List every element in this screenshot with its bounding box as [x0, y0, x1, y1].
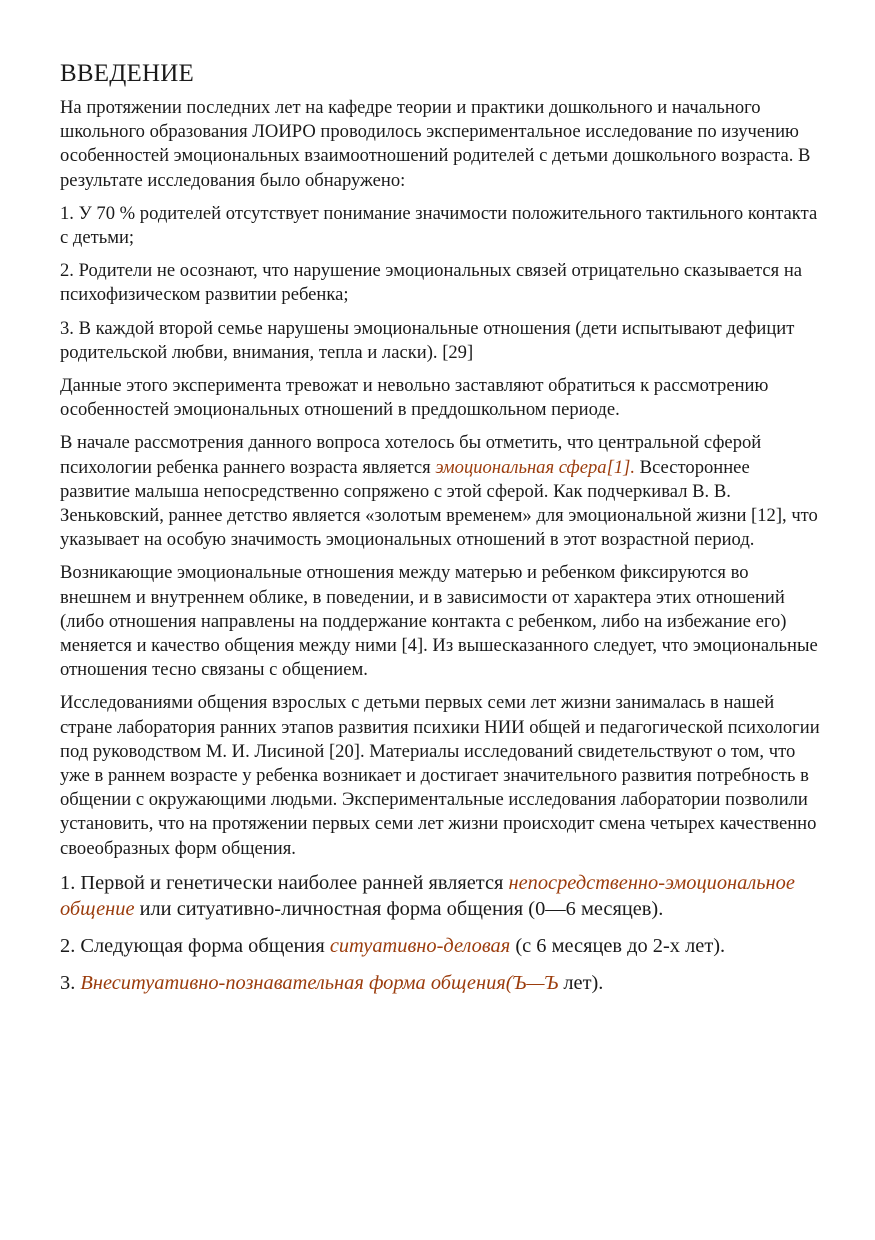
form-item-3 [60, 970, 820, 996]
experiment-paragraph: Данные этого эксперимента тревожат и невольно заставляют обратиться к рассмотрению особенностей эмоциональных отношений в преддошкольном периоде. [60, 375, 769, 421]
finding-item-2: 2. Родители не осознают, что нарушение эмоциональных связей отрицательно сказывается на психофизическом развитии ребенка; [60, 260, 803, 306]
text-segment: 1. Первой и генетически наиболее ранней является [60, 871, 509, 894]
text-segment: 2. Следующая форма общения [60, 934, 330, 957]
emotional-sphere-link[interactable]: эмоциональная сфера[1]. [435, 456, 636, 478]
direct-emotional-link[interactable]: непосредственно-эмоциональное общение [60, 871, 795, 920]
extra-situational-cognitive-link[interactable]: Внеситуативно-познавательная форма общения(Ъ—Ъ [80, 971, 559, 994]
relations-paragraph: Возникающие эмоциональные отношения между матерью и ребенком фиксируются во внешнем и внутреннем облике, в поведении, и в зависимости от характера этих отношений (либо отношения направлены на поддержание контакта с ребенком, либо на избежание его) меняется и качество общения между ними [4]. Из вышесказанного следует, что эмоциональные отношения тесно связаны с общением. [60, 562, 818, 681]
document-page [60, 58, 820, 1007]
finding-item-1: 1. У 70 % родителей отсутствует понимание значимости положительного тактильного контакта с детьми; [60, 202, 818, 249]
intro-paragraph: На протяжении последних лет на кафедре теории и практики дошкольного и начального школьного образования ЛОИРО проводилось экспериментальное исследование по изучению особенностей эмоциональных взаимоотношений родителей с детьми дошкольного возраста. В результате исследования было обнаружено: [60, 97, 811, 191]
research-paragraph: Исследованиями общения взрослых с детьми первых семи лет жизни занималась в нашей стране лаборатория ранних этапов развития психики НИИ общей и педагогической психологии под руководством М. И. Лисиной [20]. Материалы исследований свидетельствуют о том, что уже в раннем возрасте у ребенка возникает и достигает значительного развития потребность в общении с окружающими людьми. Экспериментальные исследования лаборатории позволили установить, что на протяжении первых семи лет жизни происходит смена четырех качественно своеобразных форм общения. [60, 692, 820, 859]
text-segment: Всестороннее развитие малыша непосредственно сопряжено с этой сферой. Как подчеркивал В. В. Зеньковский, раннее детство является «золотым временем» для эмоциональной жизни [12], что указывает на особую значимость эмоциональных отношений в этот возрастной период. [60, 456, 818, 551]
form-item-2 [60, 933, 820, 959]
situational-business-link[interactable]: ситуативно-деловая [329, 934, 511, 957]
text-segment: 3. [60, 971, 81, 994]
page-title: ВВЕДЕНИЕ [60, 60, 194, 87]
form-item-1 [60, 870, 820, 922]
text-segment: (с 6 месяцев до 2-х лет). [510, 934, 726, 957]
text-segment: лет). [558, 971, 604, 994]
text-segment: В начале рассмотрения данного вопроса хотелось бы отметить, что центральной сферой психологии ребенка раннего возраста является [60, 432, 762, 478]
finding-item-3: 3. В каждой второй семье нарушены эмоциональные отношения (дети испытывают дефицит родительской любви, внимания, тепла и ласки). [29] [60, 317, 795, 363]
text-segment: или ситуативно-личностная форма общения (0—6 месяцев). [134, 897, 664, 920]
emotional-sphere-paragraph [60, 431, 820, 552]
